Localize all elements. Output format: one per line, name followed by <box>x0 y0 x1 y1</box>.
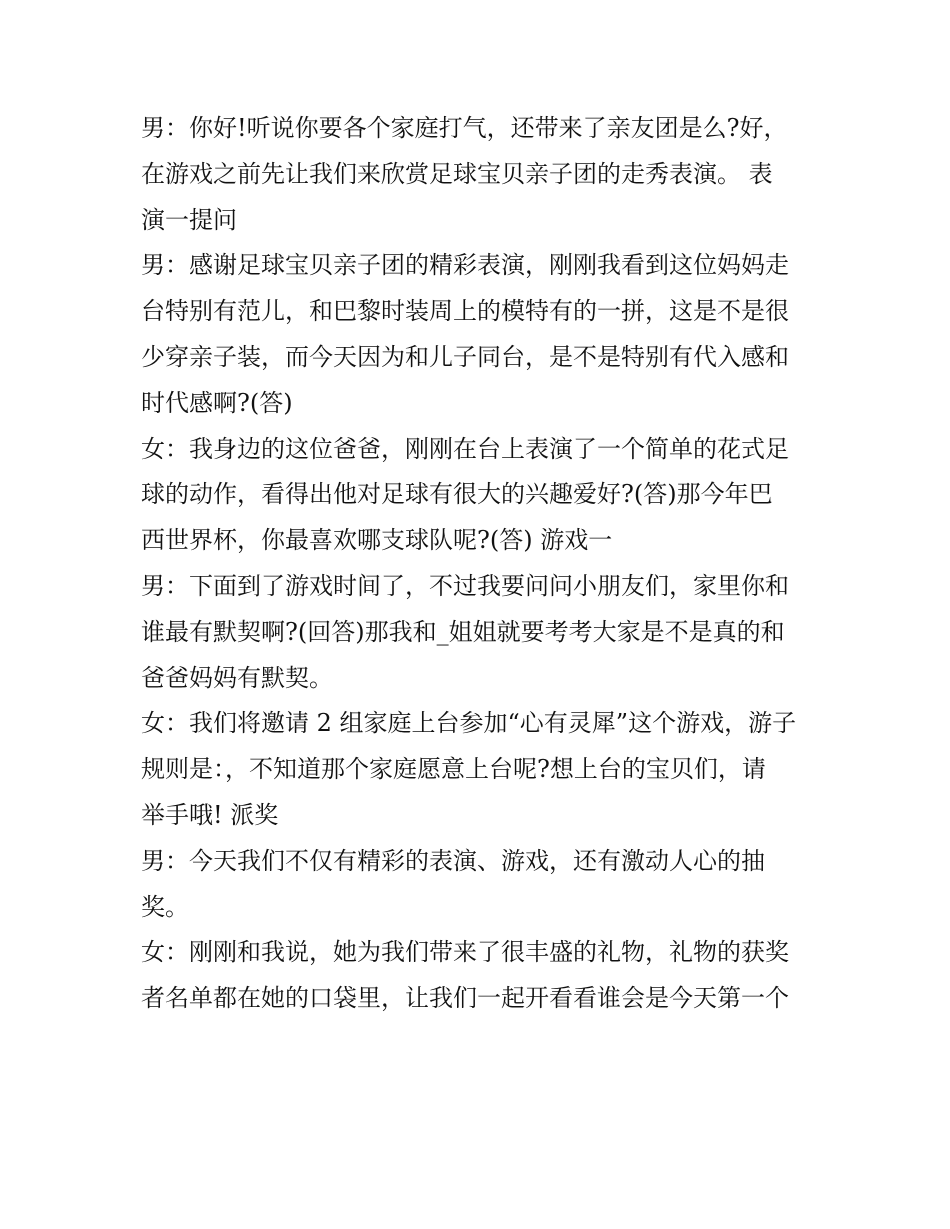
text-line: 规则是：，不知道那个家庭愿意上台呢?想上台的宝贝们，请 <box>141 755 766 784</box>
text-line: 少穿亲子装，而今天因为和儿子同台，是不是特别有代入感和 <box>141 342 789 371</box>
text-line: 奖。 <box>141 892 189 921</box>
text-line: 在游戏之前先让我们来欣赏足球宝贝亲子团的走秀表演。 表 <box>141 159 773 188</box>
text-line: 男：你好!听说你要各个家庭打气，还带来了亲友团是么?好， <box>141 114 788 142</box>
text-line: 球的动作，看得出他对足球有很大的兴趣爱好?(答)那今年巴 <box>141 480 773 509</box>
text-line: 女：刚刚和我说，她为我们带来了很丰盛的礼物，礼物的获奖 <box>141 938 789 967</box>
text-line: 谁最有默契啊?(回答)那我和_姐姐就要考考大家是不是真的和 <box>141 617 785 646</box>
text-line: 男：下面到了游戏时间了，不过我要问问小朋友们，家里你和 <box>141 571 789 600</box>
text-line: 女：我身边的这位爸爸，刚刚在台上表演了一个简单的花式足 <box>141 434 789 463</box>
text-line: 男：今天我们不仅有精彩的表演、游戏，还有激动人心的抽 <box>141 846 765 875</box>
text-line: 台特别有范儿，和巴黎时装周上的模特有的一拼，这是不是很 <box>141 297 789 326</box>
text-line: 演一提问 <box>141 205 237 234</box>
text-line: 男：感谢足球宝贝亲子团的精彩表演，刚刚我看到这位妈妈走 <box>141 251 789 280</box>
text-line: 时代感啊?(答) <box>141 388 293 417</box>
text-line: 女：我们将邀请 2 组家庭上台参加“心有灵犀”这个游戏，游子 <box>141 709 797 738</box>
text-line: 西世界杯，你最喜欢哪支球队呢?(答) 游戏一 <box>141 526 613 555</box>
text-line: 举手哦! 派奖 <box>141 800 279 829</box>
text-line: 者名单都在她的口袋里，让我们一起开看看谁会是今天第一个 <box>141 984 789 1013</box>
document-body <box>141 106 821 1022</box>
text-line: 爸爸妈妈有默契。 <box>141 663 333 692</box>
